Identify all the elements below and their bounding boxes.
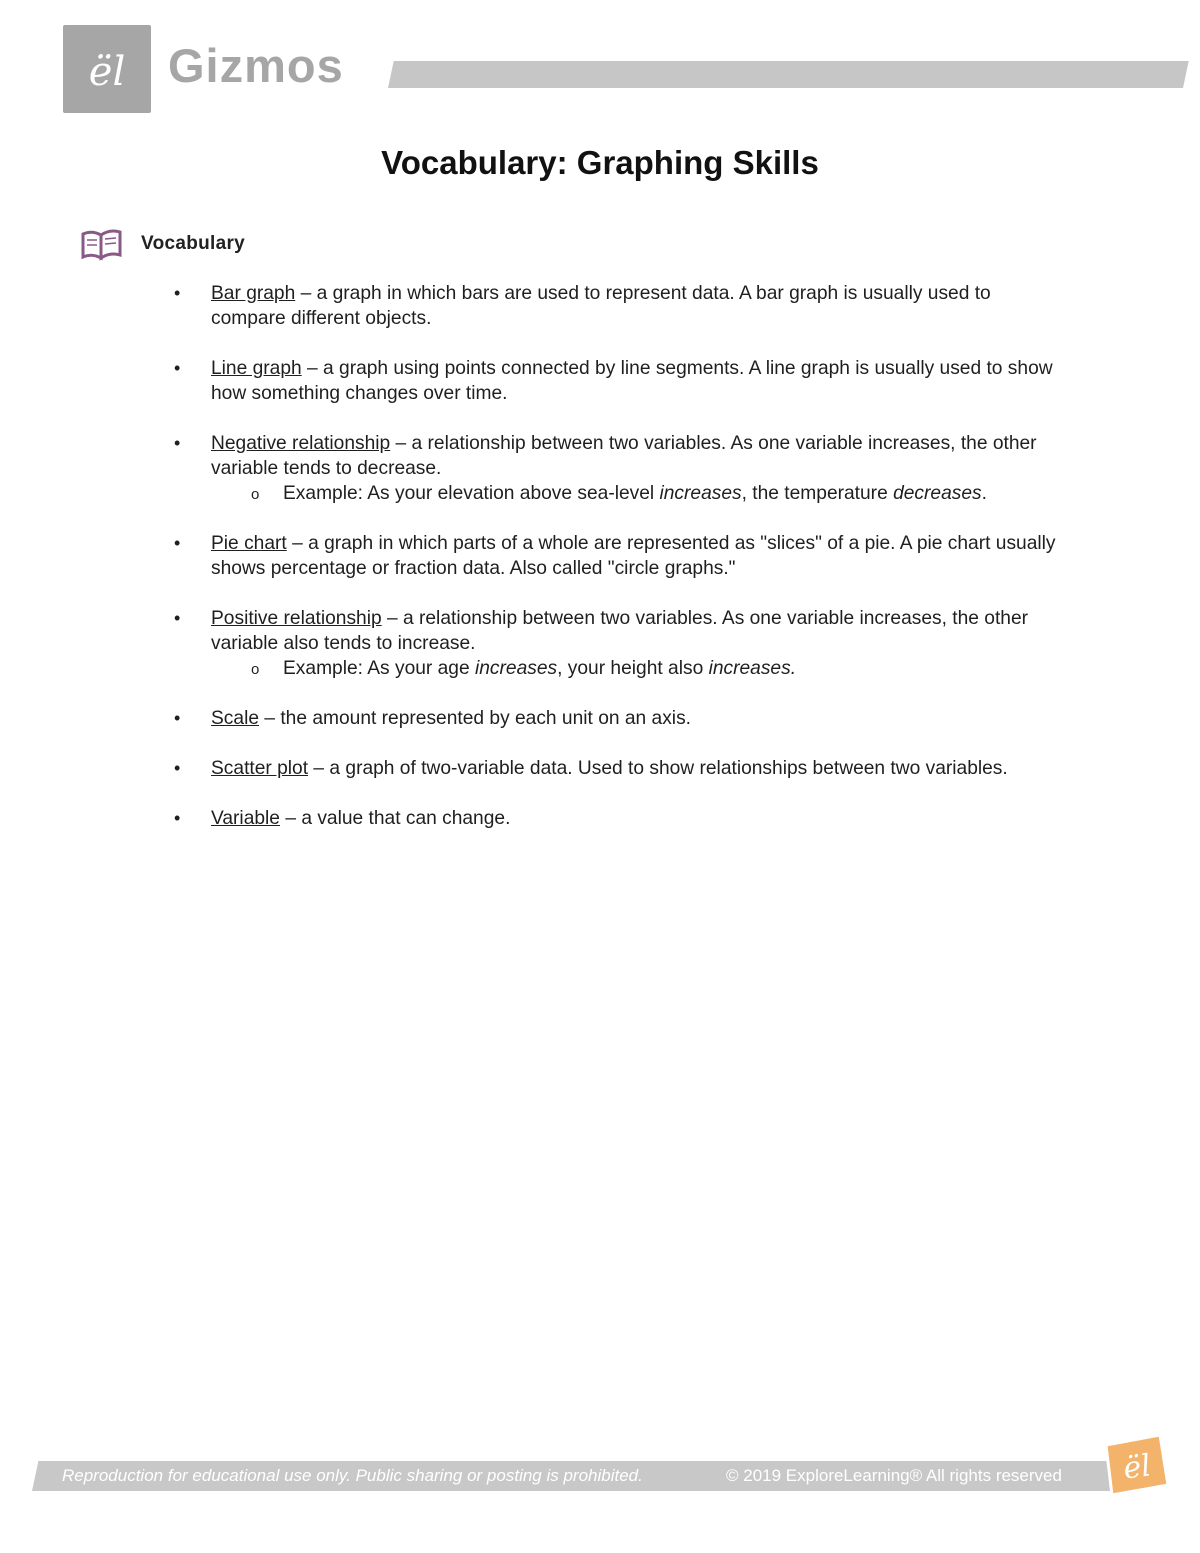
term-definition: – the amount represented by each unit on an axis. xyxy=(259,708,691,729)
brand-name: Gizmos xyxy=(168,39,344,92)
section-heading: Vocabulary xyxy=(141,233,246,254)
term-word: Positive relationship xyxy=(211,608,382,629)
term-scatter-plot xyxy=(174,756,1061,781)
example-text: , your height also xyxy=(557,658,709,679)
term-negative-relationship xyxy=(174,431,1061,506)
term-definition: – a value that can change. xyxy=(279,808,511,829)
term-definition: – a relationship between two variables. As one variable increases, the other variable also tends to increase. xyxy=(211,608,1029,654)
example-italic: increases xyxy=(474,658,558,679)
bullet: • xyxy=(174,758,181,778)
term-word: Scale xyxy=(211,708,259,729)
term-pie-chart xyxy=(174,531,1061,581)
term-definition: – a graph in which parts of a whole are represented as "slices" of a pie. A pie chart usually shows percentage or fraction data. Also called "circle graphs." xyxy=(211,533,1056,579)
example-italic: decreases xyxy=(893,483,982,504)
term-word: Negative relationship xyxy=(211,433,391,454)
example-text: . xyxy=(981,483,987,504)
sub-bullet: o xyxy=(251,661,260,678)
bullet: • xyxy=(174,708,181,728)
sub-bullet: o xyxy=(251,486,260,503)
term-example xyxy=(251,481,1061,506)
term-word: Scatter plot xyxy=(211,758,309,779)
bullet: • xyxy=(174,608,181,628)
term-word: Pie chart xyxy=(211,533,287,554)
term-line-graph xyxy=(174,356,1061,406)
term-variable xyxy=(174,806,1061,831)
term-word: Line graph xyxy=(211,358,302,379)
term-example xyxy=(251,656,1061,681)
svg-text:ël: ël xyxy=(88,49,126,95)
term-definition: – a relationship between two variables. As one variable increases, the other variable tends to decrease. xyxy=(211,433,1037,479)
term-word: Bar graph xyxy=(211,283,296,304)
example-italic: increases. xyxy=(708,658,797,679)
vocabulary-list xyxy=(174,281,1061,856)
bullet: • xyxy=(174,808,181,828)
term-scale xyxy=(174,706,1061,731)
svg-text:ël: ël xyxy=(1121,1448,1154,1487)
footer-disclaimer: Reproduction for educational use only. Public sharing or posting is prohibited. xyxy=(62,1466,643,1485)
example-text: Example: As your age xyxy=(283,658,475,679)
example-italic: increases xyxy=(659,483,742,504)
example-text: Example: As your elevation above sea-level xyxy=(283,483,660,504)
term-definition: – a graph of two-variable data. Used to show relationships between two variables. xyxy=(308,758,1008,779)
bullet: • xyxy=(174,358,181,378)
bullet: • xyxy=(174,433,181,453)
el-logo-icon xyxy=(63,25,151,113)
term-definition: – a graph using points connected by line segments. A line graph is usually used to show how something changes over time. xyxy=(211,358,1053,404)
header-bar xyxy=(388,61,1189,88)
term-bar-graph xyxy=(174,281,1061,331)
page-title: Vocabulary: Graphing Skills xyxy=(381,144,819,181)
example-text: , the temperature xyxy=(741,483,894,504)
term-word: Variable xyxy=(211,808,280,829)
footer-copyright: © 2019 ExploreLearning® All rights reserved xyxy=(726,1466,1062,1485)
explorelearning-logo-icon xyxy=(1098,1433,1172,1504)
open-book-icon xyxy=(80,226,124,267)
bullet: • xyxy=(174,533,181,553)
bullet: • xyxy=(174,283,181,303)
term-positive-relationship xyxy=(174,606,1061,681)
term-definition: – a graph in which bars are used to represent data. A bar graph is usually used to compare different objects. xyxy=(211,283,991,329)
